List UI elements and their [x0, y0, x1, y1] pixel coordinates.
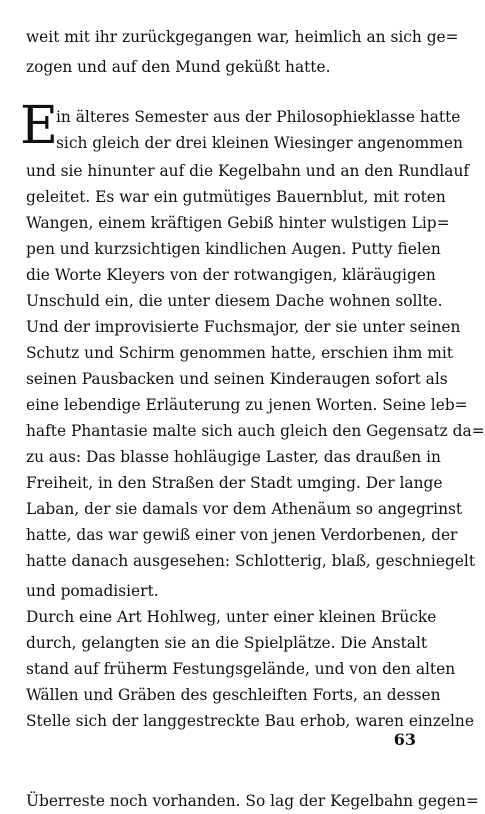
drop-cap: E — [20, 96, 58, 156]
text-line: Freiheit, in den Straßen der Stadt umging. Der lange — [26, 474, 443, 492]
text-line: stand auf früherm Festungsgelände, und von den alten — [26, 660, 456, 678]
text-line: pen und kurzsichtigen kindlichen Augen. Putty fielen — [26, 240, 441, 258]
text-line: zu aus: Das blasse hohläugige Laster, das draußen in — [26, 448, 441, 466]
text-line: hafte Phantasie malte sich auch gleich den Gegensatz da= — [26, 422, 485, 440]
page-number: 63 — [393, 730, 416, 749]
text-line: weit mit ihr zurückgegangen war, heimlich an sich ge= — [26, 28, 459, 46]
text-line: eine lebendige Erläuterung zu jenen Worten. Seine leb= — [26, 396, 468, 414]
text-line: sich gleich der drei kleinen Wiesinger angenommen — [56, 134, 463, 152]
text-line: Wällen und Gräben des geschleiften Forts, an dessen — [26, 686, 441, 704]
text-line: und sie hinunter auf die Kegelbahn und an den Rundlauf — [26, 162, 470, 180]
text-line: geleitet. Es war ein gutmütiges Bauernblut, mit roten — [26, 188, 446, 206]
text-line: Stelle sich der langgestreckte Bau erhob, waren einzelne — [26, 712, 474, 730]
text-line: Schutz und Schirm genommen hatte, erschien ihm mit — [26, 344, 453, 362]
text-line: seinen Pausbacken und seinen Kinderaugen sofort als — [26, 370, 448, 388]
text-line: Und der improvisierte Fuchsmajor, der sie unter seinen — [26, 318, 461, 336]
text-line: Laban, der sie damals vor dem Athenäum so angegrinst — [26, 500, 463, 518]
text-line: hatte, das war gewiß einer von jenen Verdorbenen, der — [26, 526, 458, 544]
text-line: die Worte Kleyers von der rotwangigen, kläräugigen — [26, 266, 436, 284]
text-line: zogen und auf den Mund geküßt hatte. — [26, 58, 331, 76]
text-line: und pomadisiert. — [26, 582, 159, 600]
text-line: Überreste noch vorhanden. So lag der Kegelbahn gegen= — [26, 792, 479, 810]
text-line: in älteres Semester aus der Philosophieklasse hatte — [56, 108, 461, 126]
text-line: durch, gelangten sie an die Spielplätze. Die Anstalt — [26, 634, 428, 652]
text-line: Durch eine Art Hohlweg, unter einer kleinen Brücke — [26, 608, 437, 626]
text-line: Wangen, einem kräftigen Gebiß hinter wulstigen Lip= — [26, 214, 450, 232]
text-line: hatte danach ausgesehen: Schlotterig, blaß, geschniegelt — [26, 552, 476, 570]
text-line: Unschuld ein, die unter diesem Dache wohnen sollte. — [26, 292, 443, 310]
